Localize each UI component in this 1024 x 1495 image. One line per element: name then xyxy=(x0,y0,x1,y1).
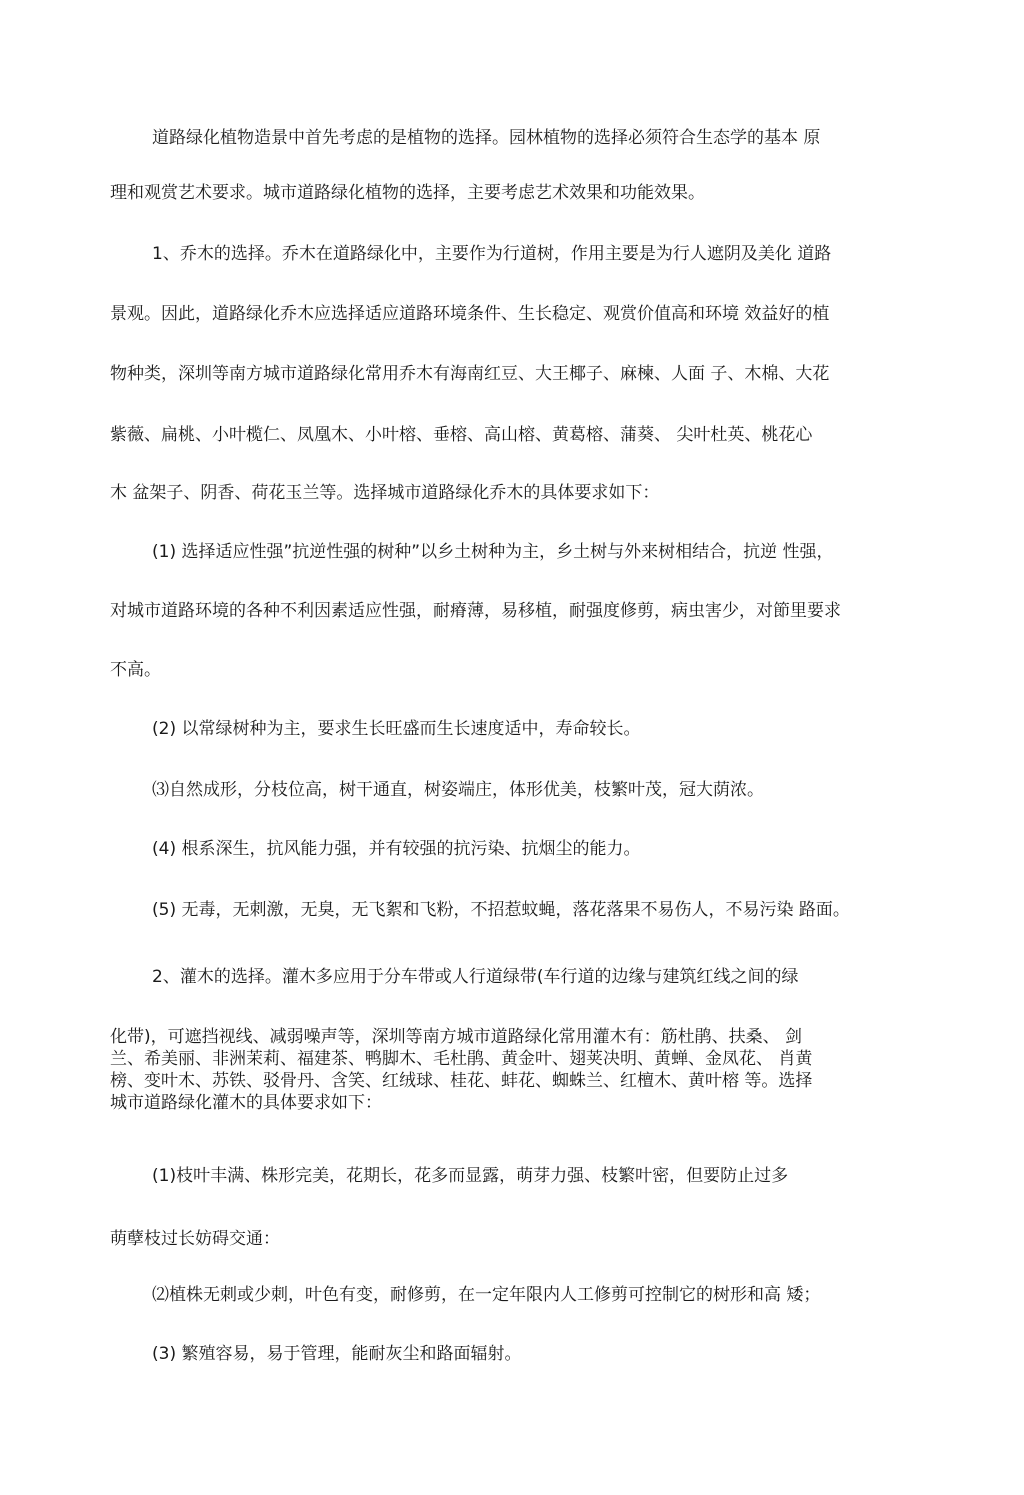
section1-req5: (5) 无毒，无刺激，无臭，无飞絮和飞粉，不招惹蚊蝇，落花落果不易伤人，不易污染 路面。 xyxy=(152,900,850,920)
section2-dense-line-3: 榜、变叶木、苏铁、驳骨丹、含笑、红绒球、桂花、蚌花、蜘蛛兰、红檀木、黄叶榕 等。选择 xyxy=(110,1071,813,1091)
section1-line-1: 1、乔木的选择。乔木在道路绿化中，主要作为行道树，作用主要是为行人遮阴及美化 道路 xyxy=(152,244,832,264)
section2-dense-line-2: 兰、希美丽、非洲茉莉、福建茶、鸭脚木、毛杜鹃、黄金叶、翅荚决明、黄蝉、金凤花、 肖黄 xyxy=(110,1049,813,1069)
section1-req2: (2) 以常绿树种为主，要求生长旺盛而生长速度适中，寿命较长。 xyxy=(152,719,641,739)
section2-dense-line-1: 化带)，可遮挡视线、减弱噪声等，深圳等南方城市道路绿化常用灌木有：筋杜鹃、扶桑、 剑 xyxy=(110,1027,803,1047)
intro-line-2: 理和观赏艺术要求。城市道路绿化植物的选择，主要考虑艺术效果和功能效果。 xyxy=(110,183,705,203)
section2-dense-paragraph xyxy=(110,1026,920,1114)
section2-title-line: 2、灌木的选择。灌木多应用于分车带或人行道绿带(车行道的边缘与建筑红线之间的绿 xyxy=(152,967,799,987)
section2-dense-line-4: 城市道路绿化灌木的具体要求如下： xyxy=(110,1093,382,1113)
section1-req1-line-3: 不高。 xyxy=(110,660,161,680)
intro-line-1: 道路绿化植物造景中首先考虑的是植物的选择。园林植物的选择必须符合生态学的基本 原 xyxy=(152,128,821,148)
section2-req1-line-1: (1)枝叶丰满、株形完美，花期长，花多而显露，萌芽力强、枝繁叶密，但要防止过多 xyxy=(152,1166,789,1186)
section2-req1-line-2: 萌孽枝过长妨碍交通： xyxy=(110,1229,280,1249)
section1-line-4: 紫薇、扁桃、小叶榄仁、凤凰木、小叶榕、垂榕、高山榕、黄葛榕、蒲葵、 尖叶杜英、桃花心 xyxy=(110,425,813,445)
section1-line-2: 景观。因此，道路绿化乔木应选择适应道路环境条件、生长稳定、观赏价值高和环境 效益好的植 xyxy=(110,304,830,324)
section2-req3: (3) 繁殖容易，易于管理，能耐灰尘和路面辐射。 xyxy=(152,1344,522,1364)
section1-line-3: 物种类，深圳等南方城市道路绿化常用乔木有海南红豆、大王椰子、麻楝、人面 子、木棉、大花 xyxy=(110,364,830,384)
section1-line-5: 木 盆架子、阴香、荷花玉兰等。选择城市道路绿化乔木的具体要求如下： xyxy=(110,483,660,503)
section2-req2: ⑵植株无刺或少刺，叶色有变，耐修剪，在一定年限内人工修剪可控制它的树形和高 矮； xyxy=(152,1285,821,1305)
section1-req1-line-1: (1) 选择适应性强”抗逆性强的树种”以乡土树种为主，乡土树与外来树相结合，抗逆 性强， xyxy=(152,542,834,562)
section1-req3: ⑶自然成形，分枝位高，树干通直，树姿端庄，体形优美，枝繁叶茂，冠大荫浓。 xyxy=(152,780,764,800)
section1-req4: (4) 根系深生，抗风能力强，并有较强的抗污染、抗烟尘的能力。 xyxy=(152,839,641,859)
section1-req1-line-2: 对城市道路环境的各种不利因素适应性强，耐瘠薄，易移植，耐强度修剪，病虫害少，对節里要求 xyxy=(110,601,841,621)
